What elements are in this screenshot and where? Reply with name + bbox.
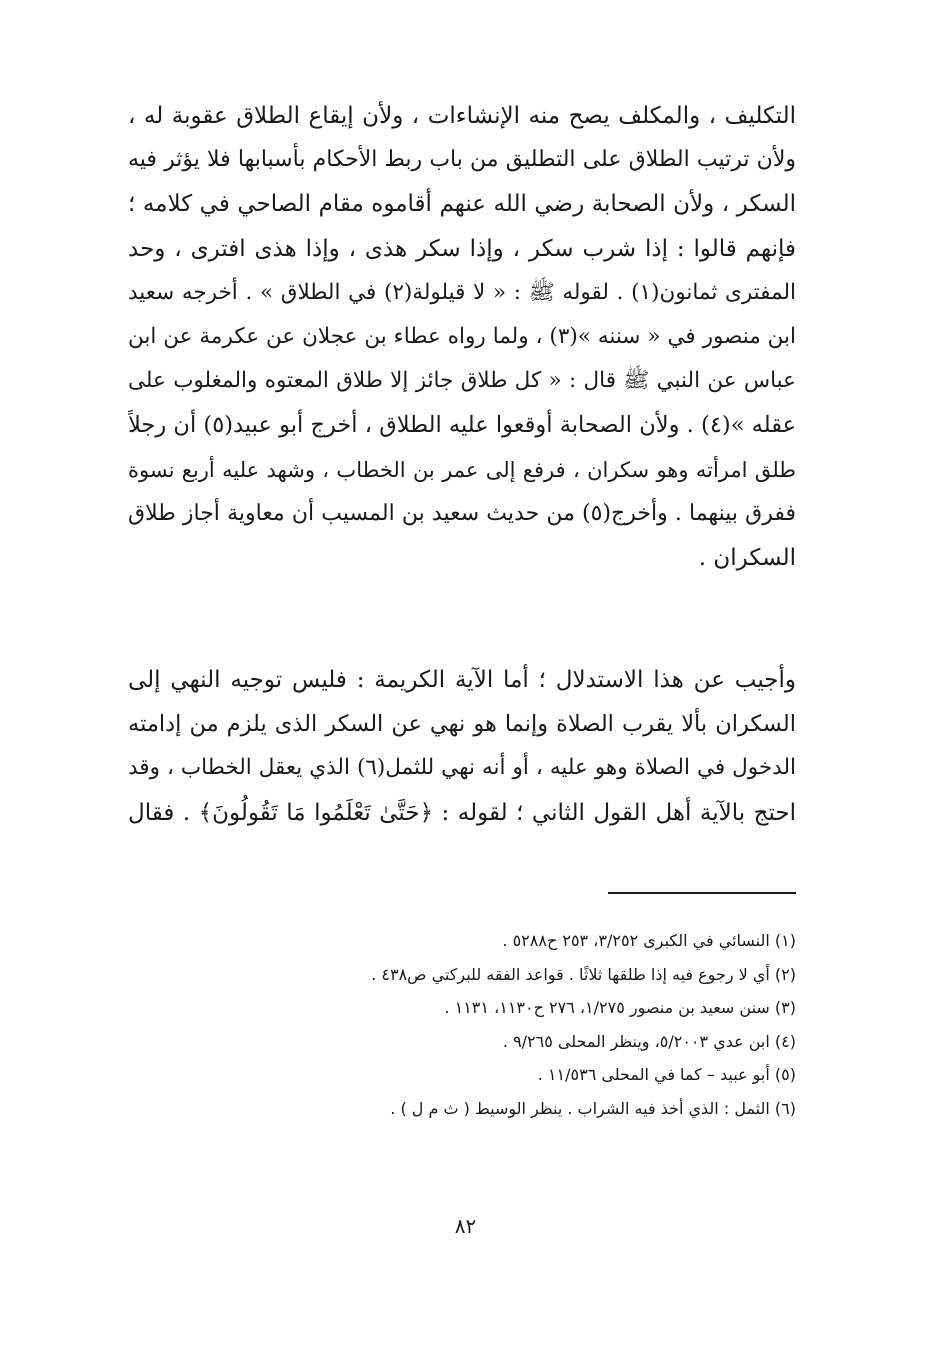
text-line: ابن منصور في « سننه »(٣) ، ولما رواه عطاء بن عجلان عن عكرمة عن ابن (128, 323, 796, 349)
footnote: (٦) الثمل : الذي أخذ فيه الشراب . ينظر الوسيط ( ث م ل ) . (390, 1098, 796, 1118)
footnote: (٤) ابن عدي ٥/٢٠٠٣، وينظر المحلى ٩/٢٦٥ . (502, 1031, 796, 1051)
text-line: طلق امرأته وهو سكران ، فرفع إلى عمر بن الخطاب ، وشهد عليه أربع نسوة (128, 457, 796, 482)
text-line: السكران . (698, 544, 796, 571)
text-line: السكر ، ولأن الصحابة رضي الله عنهم أقاموه مقام الصاحي في كلامه ؛ (128, 191, 796, 218)
main-paragraph (128, 94, 796, 580)
footnote: (٥) أبو عبيد – كما في المحلى ١١/٥٣٦ . (537, 1065, 796, 1085)
text-line: فإنهم قالوا : إذا شرب سكر ، وإذا سكر هذى ، وإذا هذى افترى ، وحد (128, 235, 796, 262)
footnote-separator (608, 892, 796, 894)
text-line: ففرق بينهما . وأخرج(٥) من حديث سعيد بن المسيب أن معاوية أجاز طلاق (128, 500, 796, 526)
text-line: ولأن ترتيب الطلاق على التطليق من باب ربط الأحكام بأسبابها فلا يؤثر فيه (128, 147, 796, 173)
text-line: وأجيب عن هذا الاستدلال ؛ أما الآية الكريمة : فليس توجيه النهي إلى (128, 667, 796, 693)
text-line: التكليف ، والمكلف يصح منه الإنشاءات ، ولأن إيقاع الطلاق عقوبة له ، (128, 103, 796, 129)
text-line: عباس عن النبي ﷺ قال : « كل طلاق جائز إلا طلاق المعتوه والمغلوب على (128, 368, 796, 394)
text-line: الدخول في الصلاة وهو عليه ، أو أنه نهي للثمل(٦) الذي يعقل الخطاب ، وقد (128, 755, 796, 781)
footnote: (٣) سنن سعيد بن منصور ١/٢٧٥، ٢٧٦ ح١١٣٠، ١١٣١ . (444, 998, 796, 1018)
footnote: (١) النسائي في الكبرى ٣/٢٥٢، ٢٥٣ ح٥٢٨٨ . (502, 931, 796, 950)
text-line: المفترى ثمانون(١) . لقوله ﷺ : « لا قيلولة(٢) في الطلاق » . أخرجه سعيد (128, 279, 796, 305)
text-line: عقله »(٤) . ولأن الصحابة أوقعوا عليه الطلاق ، أخرج أبو عبيد(٥) أن رجلاً (128, 412, 796, 439)
page-number: ٨٢ (454, 1214, 477, 1238)
footnote: (٢) أي لا رجوع فيه إذا طلقها ثلاثًا . قواعد الفقه للبركتي ص٤٣٨ . (371, 964, 796, 984)
second-paragraph (128, 658, 796, 835)
text-line: السكران بألا يقرب الصلاة وإنما هو نهي عن السكر الذى يلزم من إدامته (128, 711, 796, 738)
footnotes (200, 924, 796, 1126)
text-line: احتج بالآية أهل القول الثاني ؛ لقوله : ﴿حَتَّىٰ تَعْلَمُوا مَا تَقُولُونَ﴾ . فقال (128, 799, 796, 826)
